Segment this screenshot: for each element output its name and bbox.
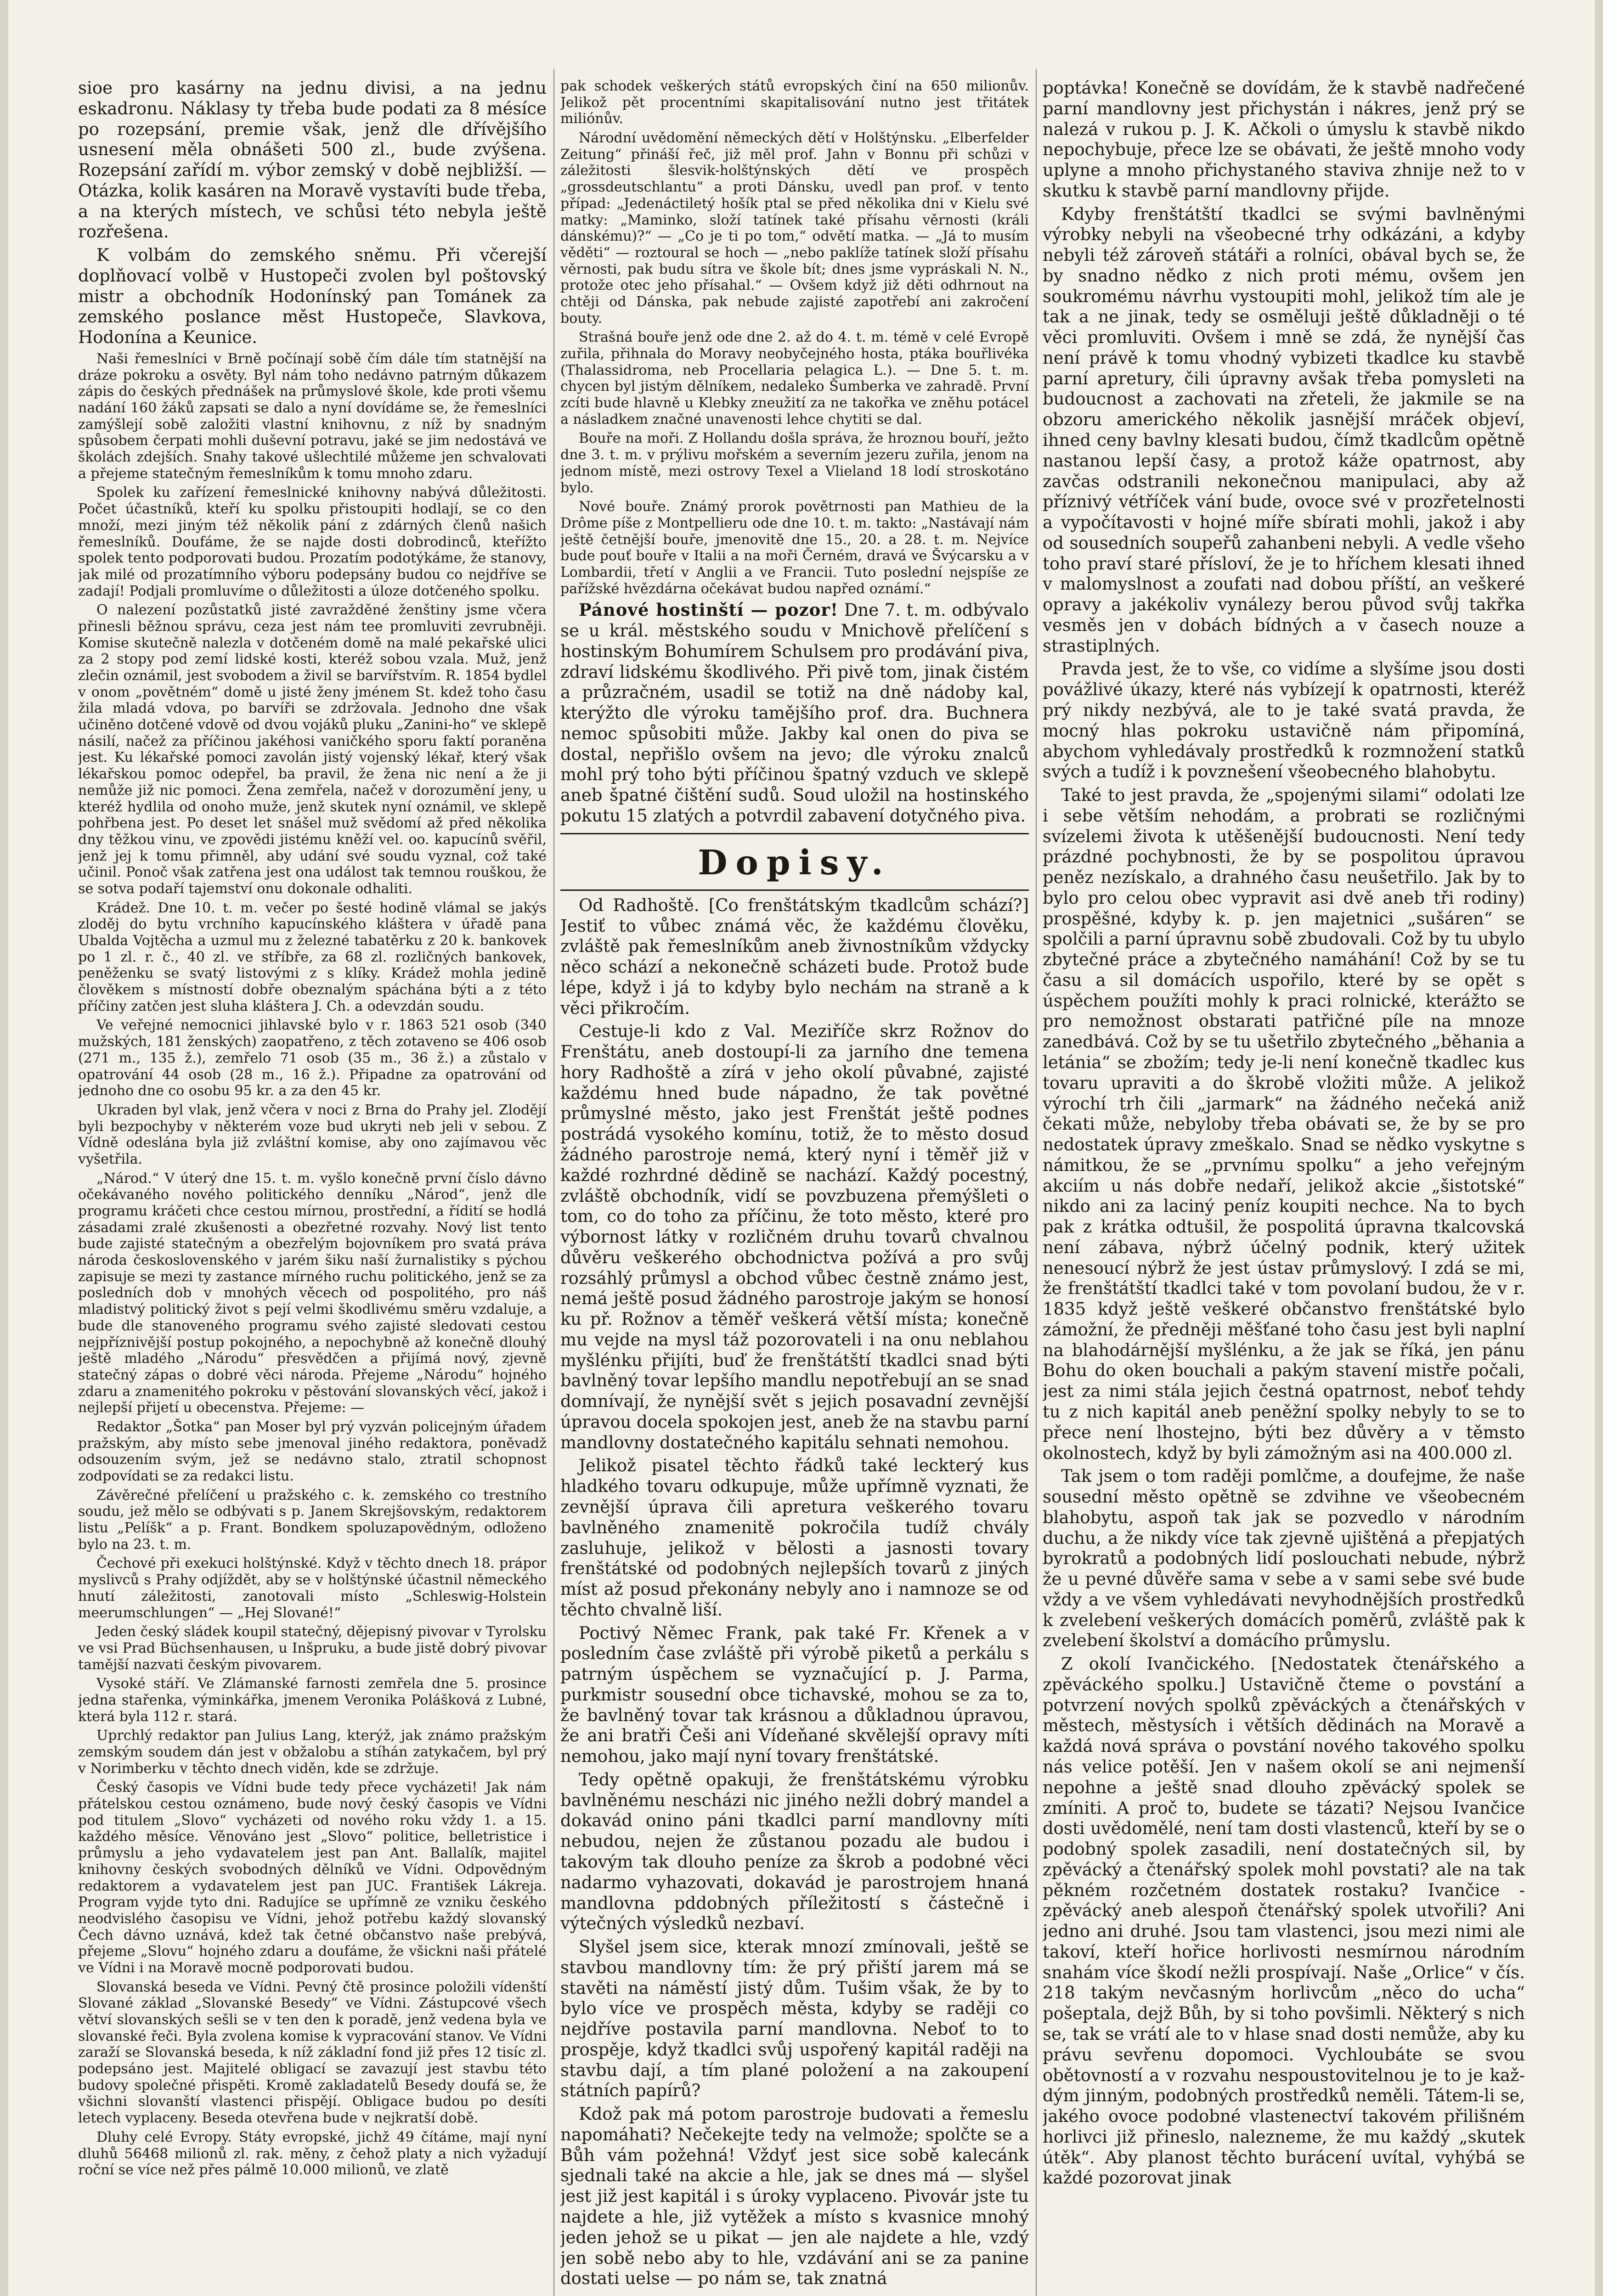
article: Ve veřejné nemocnici jihlavské bylo v r. 1863 521 osob (340 mužských, 181 ženských) zaopatřeno, z těch zotaveno se 406 osob (271 m., 135 ž.), zemřelo 71 osob (35 m., 36 ž.) a zůstalo v opatrování 44 osob (28 m., 16 ž.). Připadne za opatrování od jednoho dne co osobu 95 kr. a za den 45 kr. — [78, 1017, 547, 1099]
section-heading-dopisy: Dopisy. — [698, 843, 892, 883]
article: sioe pro kasárny na jednu divisi, a na jednu eskadronu. Náklasy ty třeba bude podati za 8 mésíce po rozepsání, premie však, jenž dle dřívějšího usnesení měla obnášeti 500 zl., bude zvýšena. Rozepsání zařídí m. výbor zemský v době nejbližší. — Otázka, kolik kasáren na Moravě vystavíti bude třeba, a na kterých místech, ve schůsi této nebyla ještě rozřešena. — [78, 78, 547, 242]
letter: Slyšel jsem sice, kterak mnozí zmínovali, ještě se stavbou mandlovny tím: že prý přiští jarem má se stavěti na náměstí jistý dům. Tušim však, že by to bylo více ve prospěch města, kdyby se raději co nejdříve postavila parní mandlovna. Neboť to to prospěje, když tkadlci svůj uspořený kapitál raději na stavbu dají, a tím plané položení a na zakoupení státních papírů? — [560, 1937, 1029, 2101]
article: Uprchlý redaktor pan Julius Lang, kterýž, jak známo pražským zemským soudem dán jest v obžalobu a stíhán zatykačem, byl prý v Norimberku v těchto dnech viděn, kde se zdržuje. — [78, 1728, 547, 1777]
column-middle — [560, 78, 1029, 2296]
article-hostinsti — [560, 600, 1029, 826]
article: Ukraden byl vlak, jenž včera v noci z Brna do Prahy jel. Zlodějí byli bezpochyby v některém voze bud ukryti neb jeli v sebou. Z Vídně odeslána byla již zvláštní komise, aby ono zajímavou věc vyšetřila. — [78, 1102, 547, 1167]
article: Národní uvědomění německých dětí v Holštýnsku. „Elberfelder Zeitung“ přináší řeč, již měl prof. Jahn v Bonnu při schůzi v záležitosti šlesvik-holštýnských dětí ve prospěch „grossdeutschlantu“ a proti Dánsku, uvedl pan prof. v tento případ: „Jedenáctiletý hošík ptal se před několika dni v Kielu své matky: „Maminko, složí tatínek také přísahu věrnosti (králi dánskému)?“ — „Co je ti po tom,“ odvětí matka. — „Já to musím věděti“ — roztoural se hoch — „nebo paklíže tatínek složí přísahu věrnosti, pak budu sítra ve škole bít; dnes jsme vypráskali N. N., protože otec jeho přísahal.“ — Ovšem když již děti odhrnout na chtěji od Dánska, pak nebude zajisté zapotřebí ani zakročení bouty. — [560, 130, 1029, 326]
letter: Z okolí Ivančického. [Nedostatek čtenářského a zpěváckého spolku.] Ustavičně čteme o povstání a potvrzení nových spolků zpěváckých a čtenářských v městech, městysích i větších dědinách na Moravě a každá nová správa o povstání nového takového spolku nás velice potěší. Jen v našem okolí se ani nejmenší nepohne a ještě snad dlouho zpěvácký spolek se zmíniti. A proč to, budete se tázati? Nejsou Ivančice dosti uvědomělé, není tam dosti vlastenců, kteří by se o podobný spolek zasadili, není dostatečných sil, by zpěvácký a čtenářský spolek mohl povstati? ale na tak pěkném rozčetném dostatek rostaku? Ivančice - zpěvácký aneb alespoň čtenářský spolek utvořili? Ani jedno ani druhé. Jsou tam vlastenci, jsou mezi nimi ale takoví, kteří hořice horlivosti nesmírnou národním snahám více škodí nežli prospívají. Naše „Orlice“ v čís. 218 takým nevčasným horlivcům „něco do ucha“ pošeptala, dejž Bůh, by si toho povšimli. Některý s nich se, tak se vrátí ale to v hlase snad dosti nemůže, aby ku právu sevřenu dopomoci. Vychloubáte se svou obětovností a v rozvahu nespoustovitelnou je to je kaž-dým jinným, podobných prostředků neměli. Tátem-li se, jakého ovoce podobné vlastenectví takovém přilišném horlivci již přineslo, nalezneme, že mu každý „skutek útěk“. Aby planost těchto burácení uvítal, vyhýbá se každé pozorovat jinak — [1043, 1654, 1525, 2188]
left-scan-margin — [0, 0, 8, 2296]
article: Čechové při exekuci holštýnské. Když v těchto dnech 18. prápor myslivců s Prahy odjíždět, aby se v holštýnské účastnil německého hnutí záležitosti, zanotovali místo „Schleswig-Holstein meerumschlungen“ — „Hej Slované!“ — [78, 1555, 547, 1621]
article: Strašná bouře jenž ode dne 2. až do 4. t. m. témě v celé Evropě zuřila, přihnala do Moravy neobyčejného hosta, ptáka bouřlivéka (Thalassidroma, neb Procellaria pelagica L.). — Dne 5. t. m. chycen byl jistým dělníkem, nedaleko Šumberka ve zahradě. První zcíti bude hlavně u Klebky zneužití za ne takořka ve zněhu potácel a násladkem značné unavenosti lehce chytiti se dal. — [560, 329, 1029, 428]
article: Spolek ku zařízení řemeslnické knihovny nabývá důležitosti. Počet účastníků, kteří ku spolku přistoupiti hodlají, se co den množí, mezi jiným též několik pání z zdárných členů našich řemeslníků. Doufáme, že se najde dosti dobrodinců, kteřížto spolek tento podporovati budou. Prozatím podotýkáme, že stanovy, jak milé od prozatímního výboru podepsány budou co nejdříve se zadají! Podjali promluvíme o důležitosti a úloze dotčeného spolku. — [78, 484, 547, 599]
section-rule — [560, 833, 1029, 834]
letter: Pravda jest, že to vše, co vidíme a slyšíme jsou dosti povážlivé úkazy, které nás vybízejí k opatrnosti, kteréž prý nikdy nezbývá, ale to je také svatá pravda, že mocný hlas pokroku ustavičně nám připomíná, abychom vyhledávaly prostředků k rozmnožení statků svých a tudíž i k povznešení všeobecného blahobytu. — [1043, 659, 1525, 782]
letter: poptávka! Konečně se dovídám, že k stavbě nadřečené parní mandlovny jest přichystán i nákres, jenž prý se nalezá v rukou p. J. K. Ačkoli o úmyslu k stavbě nikdo nepochybuje, přece lze se obávati, že ještě mnoho vody uplyne a mnoho přichystaného staviva zhnije než to v skutku k stavbě parní mandlovny přijde. — [1043, 78, 1525, 201]
letter: Kdyby frenštátští tkadlci se svými bavlněnými výrobky nebyli na všeobecné trhy odkázáni, a kdyby nebyli též zároveň státáři a rolníci, obával bych se, že by snadno nědko z nich proti mému, ovšem jen soukromému návrhu vystoupiti mohl, jelikož tím ale je tak a ne jinak, tedy se osměluji ještě důkladněji o té věci promluviti. Ovšem i mně se zdá, že nynější čas není právě k tomu vhodný vybizeti tkadlce ku stavbě parní apretury, čili úpravny avšak třeba pomysleti na budoucnost a zachovati na zřeteli, že jakmile se na obzoru amerického několik jasnější mráček objeví, ihned ceny bavlny klesati budou, čímž tkadlcům opětně nastanou lepší časy, a protož káže opatrnost, aby zavčas odstranili nekonečnou manipulaci, aby až příznivý vétříček vání bude, ovoce své v prozřetelnosti a vypočítavosti v hojné míře sbírati mohli, jakož i aby od sousedních soupeřů zahanbeni nebyli. A vedle všeho toho praví staré přísloví, že je to hříchem klesati ihned v malomyslnost a zoufati nad dobou příští, an veškeré opravy a jakékoliv vynálezy berou původ svůj takřka vesměs jen v dobách bídných a v časech nouze a strastiplných. — [1043, 204, 1525, 656]
letter: Jelikož pisatel těchto řádků také leckterý kus hladkého tovaru odkupuje, může upřímně vyznati, že zevnější úprava čili apretura veškerého tovaru bavlněného znamenitě pokročila tudíž chvály zasluhuje, jelikož v bělosti a jasnosti tovary frenštátské od podobných nejlepších tovarů z jiných míst až posud překonány nebyly ano i namnoze se od těchto chvalně liší. — [560, 1456, 1029, 1620]
letter: Také to jest pravda, že „spojenými silami“ odolati lze i sebe větším nehodám, a probrati se rozličnými svízelemi života k utěšenější budoucnosti. Není tedy prázdné pochybnosti, že by se pospolitou úpravou peněz nezískalo, a drahného času neušetřilo. Jak by to bylo pro celou obec vypravit asi dvě aneb tři rodiny) prospěšné, kdyby k. p. jen majetnici „sušáren“ se spolčili a parní úpravnu sobě zbudovali. Což by tu ubylo zbytečné práce a zbytečného namáhání! Což by se tu času a sil domácích uspořilo, které by se opět s úspěchem použíti mohly k praci rolnické, kterážto se pro nemožnost obstarati patřičné píle na mnoze zanedbává. Což by se tu ušetřilo zbytečného „běhania a letánia“ se zbožím; tedy je-li není konečně tkadlec kus tovaru upraviti a do škrobě vložiti může. A jelikož výrochí trh čili „jarmark“ na žádného nečeká aniž čekati může, nebyloby třeba obávati se, že by se pro nedostatek úpravy zmeškalo. Snad se nědko vyskytne s námitkou, že se „prvnímu spolku“ a jeho veřejným akciím u nás dobře nedaří, jelikož akcie „šistotské“ nikdo ani za laciný peníz koupiti nechce. Na to bych pak z krátka odtušil, že pospolitá úpravna tkalcovská není zábava, nýbrž účelný podnik, který užitek nenesoucí nýbrž že jest ústav průmyslový. I zdá se mi, že frenštátští tkadlci také v tom povolaní budou, že v r. 1835 když ještě veškeré občanstvo frenštátské bylo zámožní, že předněji měšťané toho času jest byli naplní na blahodárnější myšlénku, a že jak se říká, jen pánu Bohu do oken bouchali a pakým stavení mistře počali, jest za nimi stála jejich čestná opatrnost, neboť tehdy tu z nich kapitál aneb peněžní spolky nebyly to se to přece není lhostejno, býti bez důvěry a v těmsto okolnostech, když by byli zámožným asi na 400.000 zl. — [1043, 785, 1525, 1463]
column-right — [1043, 78, 1525, 2296]
article: K volbám do zemského sněmu. Při včerejší doplňovací volbě v Hustopeči zvolen byl poštovský mistr a obchodník Hodonínský pan Tománek za zemského poslance měst Hustopeče, Slavkova, Hodonína a Keunice. — [78, 245, 547, 348]
letter: Kdož pak má potom parostroje budovati a řemeslu napomáhati? Nečekejte tedy na velmože; spolčte se a Bůh vám požehná! Vždyť jest sice sobě kalecánk sjednali také na akcie a hle, jak se dnes má — slyšel jest již jest kapitál i s úroky vyplaceno. Pivovár jste tu najdete a hle, již vytěžek a místo s kvasnice mnohý jeden jehož se u pikat — jen ale najdete a hle, vzdý jen sobě nebo aby to hle, vzdávání ani se za panine dostati uelse — po nám se, tak znatná — [560, 2104, 1029, 2289]
letter: Od Radhoště. [Co frenštátským tkadlcům schází?] Jestiť to vůbec známá věc, že každému člověku, zvláště pak řemeslníkům aneb živnostníkům vždycky něco schází a nekonečně scházeti bude. Protož bude lépe, když i já to kdyby bylo nechám na straně a k věci přikročím. — [560, 895, 1029, 1018]
article-heading: Pánové hostinští — pozor! — [579, 600, 839, 620]
article: „Národ.“ V úterý dne 15. t. m. vyšlo konečně první číslo dávno očekávaného nového politického denníku „Národ“, jenž dle programu kráčeti chce cestou mírnou, prostřední, a řídití se hodlá zásadami zralé zkušenosti a obezřetné rozvahy. Nový list tento bude zajisté statečným a obezřelým bojovníkem pro svatá práva národa československého v jarém šiku naší žurnalistiky s pýchou zapisuje se mezi ty zastance mírného ruchu politického, jenž se za posledních dob v mnohých věcech od pospolitého, pro náš mladistvý politický život s pejí velmi škodlivému směru vzdaluje, a bude dle stanoveného programu svého zajisté sledovati cestou nejpříznivější postup pokojného, a nepochybně až konečně dlouhý ještě mladého „Národu“ přesvědčen a přijímá nový, zjevně statečný zápas o dobré věci národa. Přejeme „Národu“ hojného zdaru a znamenitého pokroku v pěstování slovanských věcí, jakož i nejlepší přijetí u obecenstva. Přejeme: — — [78, 1170, 547, 1416]
article: Český časopis ve Vídni bude tedy přece vycházeti! Jak nám přátelskou cestou oznámeno, bude nový český časopis ve Vídni pod titulem „Slovo“ vycházeti od nového roku vždy 1. a 15. každého měsíce. Věnováno jest „Slovo“ politice, belletristice i průmyslu a jeho vydavatelem jest pan Ant. Ballalík, majitel knihovny českých svobodných dělníků ve Vídni. Odpovědným redaktorem a vydavatelem jest pan JUC. František Lákreja. Program vyjde tyto dni. Radujíce se upřímně ze vzniku českého neodvislého časopisu ve Vídni, jehož potřebu každý slovanský Čech dávno uznává, kdež tak četné občanstvo naše prebývá, přejeme „Slovu“ hojného zdaru a doufáme, že všickni naši přátelé ve Vídni i na Moravě mocně podporovati budou. — [78, 1779, 547, 1976]
article: O nalezení pozůstatků jisté zavražděné ženštiny jsme včera přinesli běžnou správu, ceza jest nám tee promluviti zevrubněji. Komise skutečně nalezla v dotčeném domě na malé pekařské ulici za 2 stopy pod zemí lidské kosti, kteréž sobou vzala. Muž, jenž zlečin oznámil, jest svobodem a živil se barvířstvím. R. 1854 bydlel v onom „povětném“ domě u jisté ženy jménem St. kdež toho času žila mladá vdova, po barvíři se zdržovala. Jednoho dne však učiněno dotčené vdově od dvou vojáků pluku „Zanini-ho“ ve sklepě násilí, načež za příčinou jakéhosi vaničkého sporu faktí poraněna jest. Ku lékařské pomoci zavolán jistý vojenský lékař, který však lékařskou pomoc odepřel, ba pravil, že žena nic není a že ji nemůže již nic pomoci. Žena zemřela, načež v dorozumění jeny, u kteréž hydlila od onoho muže, jenž skutek nyní oznámil, ve sklepě pohřbena jest. Po deset let snášel muž svědomí až před několika dny těžkou vinu, ve zpovědi jistému kněží vel. oo. kapucínů svěřil, jenž jej k tomu přimněl, aby udání své soudu vyznal, což také učinil. Ponoč však zatřena jest ona událost tak temnou rouškou, že se sotva podaří tajemství onu dokonale odhaliti. — [78, 602, 547, 897]
article: pak schodek veškerých států evropských činí na 650 milionův. Jelikož pět procentními skapitalisování nutno jest třitátek miliónův. — [560, 78, 1029, 127]
article: Dluhy celé Evropy. Státy evropské, jichž 49 čítáme, mají nyní dluhů 56468 milionů zl. rak. měny, z čehož platy a nich vyžadují roční se více než přes pálmě 10.000 milionů, ve zlatě — [78, 2129, 547, 2178]
letter: Poctivý Němec Frank, pak také Fr. Křenek a v posledním čase zvláště při výrobě piketů a perkálu s patrným úspěchem se vyznačující p. J. Parma, purkmistr sousední obce tichavské, mohou se za to, že bavlněný tovar tak krásnou a důkladnou úpravou, že ani bratři Češi ani Vídeňané skvělejší opravy míti nemohou, jako mají nyní tovary frenštátské. — [560, 1623, 1029, 1767]
letter: Tak jsem o tom raději pomlčme, a doufejme, že naše sousední město opětně se zdvihne ve všeobecném blahobytu, aspoň tak jak se pozvedlo v národním duchu, a že nikdy více tak zjevně ujištěná a přepjatých byrokratů a podobných lidí poslouchati nebude, nýbrž že u pevné důvěře sama v sebe a v sami sebe své bude vždy a ve všem vyhledávati nevyhodnějších prostředků k zvelebení veškerých domácích poměrů, zvláště pak k zvelebení školství a domácího průmyslu. — [1043, 1466, 1525, 1651]
article: Nové bouře. Známý prorok povětrnosti pan Mathieu de la Drôme píše z Montpellieru ode dne 10. t. m. takto: „Nastávají nám ještě četnější bouře, jmenovitě dne 15., 20. a 28. t. m. Nejvíce bude pouť bouře v Italii a na moři Černém, dravá ve Švýcarsku a v Lombardii, třetí v Anglii a ve Francii. Tuto poslední nejspíše ze pařížské hvězdárna očekávat budou napřed oznámí.“ — [560, 499, 1029, 597]
article: Naši řemeslníci v Brně počínají sobě čím dále tím statnější na dráze pokroku a osvěty. Byl nám toho nedávno patrným důkazem zápis do českých přednášek na průmyslové škole, kde proti všemu nadání 160 žáků zapsati se dalo a nyní dovídáme se, že řemeslníci zamýšlejí sobě založiti vlastní knihovnu, z níž by snadným spůsobem čerpati mohli duševní potravu, jaké se jim nedostává ve školách zdejších. Snahy takové ušlechtilé můžeme jen schvalovati a přejeme statečným řemeslníkům k tomu mnoho zdaru. — [78, 350, 547, 482]
letter: Tedy opětně opakuji, že frenštátskému výrobku bavlněnému nescházi nic jiného nežli dobrý mandel a dokavád onino páni tkadlci parní mandlovny míti nebudou, nejen že zůstanou pozadu ale budou i takovým tak dlouho peníze za škrob a podobné věci nadarmo vyhazovati, dokavád je parostrojem hnaná mandlovna pddobných příležitostí s částečně i výtečných výsledků nezbaví. — [560, 1769, 1029, 1934]
article: Bouře na moři. Z Hollandu došla správa, že hroznou bouří, ježto dne 3. t. m. v prýlivu mořském a severním jezeru zuřila, jenom na jednom místě, mezi ostrovy Texel a Vlieland 18 lodí stroskotáno bylo. — [560, 430, 1029, 496]
column-rule-1 — [553, 69, 554, 2296]
section-rule — [560, 889, 1029, 891]
column-rule-2 — [1036, 69, 1037, 2296]
article: Vysoké stáří. Ve Zlámanské farnosti zemřela dne 5. prosince jedna stařenka, výminkářka, jmenem Veronika Polášková z Lubné, která byla 112 r. stará. — [78, 1676, 547, 1725]
article: Redaktor „Šotka“ pan Moser byl prý vyzván policejným úřadem pražským, aby místo sebe jmenoval jiného redaktora, poněvadž odsouzením svým, jež se nedávno stalo, ztratil schopnost zodpovídati se za redakci listu. — [78, 1418, 547, 1485]
column-left — [78, 78, 547, 2296]
right-scan-margin — [1595, 0, 1603, 2296]
article: Jeden český sládek koupil statečný, dějepisný pivovar v Tyrolsku ve vsi Prad Büchsenhausen, u Inšpruku, a bude jistě dobrý pivovar tamější nazvati českým pivovarem. — [78, 1624, 547, 1673]
letter: Cestuje-li kdo z Val. Meziříče skrz Rožnov do Frenštátu, aneb dostoupí-li za jarního dne temena hory Radhoště a zírá v jeho okolí půvabné, zajisté každému hned bude nápadno, že tak povětné průmyslné město, jako jest Frenštát ještě podnes postrádá vysokého komínu, totiž, že to město dosud žádného parostroje nemá, který nyní i těměř již v každé rozhrdné dědině se nachází. Každý pocestný, zvláště obchodník, vidí se povzbuzena přemýšleti o tom, co do toho za příčinu, že toto město, které pro výbornost látky v rozličném druhu tovarů chvalnou důvěru veškerého obchodnictva požívá a pro svůj rozsáhlý průmysl a obchod vůbec čestně známo jest, nemá ještě posud žádného parostroje jakým se honosí ku př. Rožnov a těměř veškerá větší místa; konečně mu vejde na mysl táž pozorovateli i na onu neblahou myšlénku přijíti, buď že frenštátští tkadlci snad býti bavlněný tovar lepšího mandlu nepotřebují an se snad domnívají, že nynější svět s jejich posavadní zevnější úpravou docela spokojen jest, aneb že na stavbu parní mandlovny dostatečného kapitálu sehnati nemohou. — [560, 1021, 1029, 1452]
article: Slovanská beseda ve Vídni. Pevný čtě prosince položili vídenští Slované základ „Slovanské Besedy“ ve Vídni. Zástupcové všech větví slovanských sešli se v ten den k poradě, jenž vedena byla ve slovanské řeči. Byla zvolena komise k vypracování stanov. Ve Vídni zaraží se Slovanská beseda, k níž základní fond již přes 12 tisíc zl. podepsáno jest. Majitelé obligací se zavazují jest stavbu této budovy společné přispěti. Kromě zakladatelů Besedy doufá se, že všichni slovanští vlastenci přispějí. Obligace budou po desíti letech vyplaceny. Beseda otevřena bude v nejkratší době. — [78, 1979, 547, 2127]
article: Závěrečné přelíčení u pražského c. k. zemského co trestního soudu, jež mělo se odbývati s p. Janem Skrejšovským, redaktorem listu „Pelíšk“ a p. Frant. Bondkem spoluzapovědným, odloženo bylo na 23. t. m. — [78, 1487, 547, 1553]
article-body: Dne 7. t. m. odbývalo se u král. městského soudu v Mnichově přelíčení s hostinským Bohumírem Schulsem pro prodávání piva, zdraví lidskému škodlivého. Při pivě tom, jinak čistém a průzračném, usadil se totiž na dně nádoby kal, kterýžto dle výroku tamějšího prof. dra. Buchnera nemoc spůsobiti může. Jakby kal onen do piva se dostal, nepřišlo ovšem na jevo; dle výroku znalců mohl prý toho býti příčinou špatný vzduch ve sklepě aneb špatné čištění sudů. Soud uložil na hostinského pokutu 15 zlatých a potvrdil zabavení dotyčného piva. — [560, 600, 1029, 826]
article: Krádež. Dne 10. t. m. večer po šesté hodině vlámal se jakýs zloděj do bytu vrchního kapucínského kláštera v úřadě pana Ubalda Vojtěcha a uzmul mu z železné tabatěrku z 20 k. bankovek po 1 zl. r. č., 40 zl. ve stříbře, za 68 zl. rozličných bankovek, peněženku se svatý listovými z s klíky. Krádež mohla jedině člověkem s místností dobře obeznalým spáchána býti a z této příčiny zatčen jest sluha kláštera J. Ch. a odevzdán soudu. — [78, 900, 547, 1014]
